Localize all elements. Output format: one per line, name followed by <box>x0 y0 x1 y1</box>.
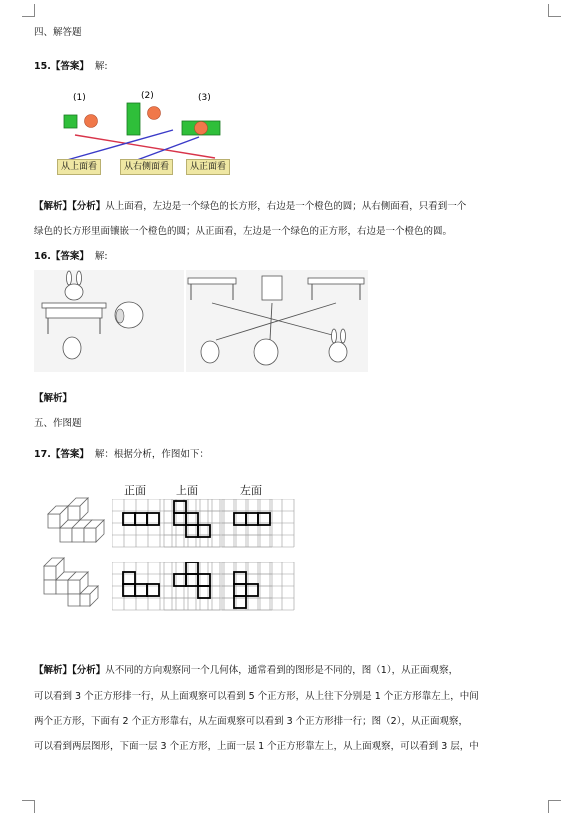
q15-green-rect-2 <box>127 103 140 135</box>
q15-orange-circle-2 <box>148 107 161 120</box>
q17-grid-row-2 <box>112 562 298 612</box>
q16-answer-lead: 解: <box>94 251 108 262</box>
q15-answer-tag: 【答案】 <box>50 61 89 72</box>
q17-analysis-text-1: 从不同的方向观察同一个几何体，通常看到的图形是不同的，图（1），从正面观察， <box>105 665 459 676</box>
q15-number: 15. <box>34 61 51 72</box>
q17-fenxi-tag: 【分析】 <box>72 665 106 676</box>
q15-label-top-view: 从上面看 <box>57 159 101 175</box>
q15-orange-circle-1 <box>85 115 98 128</box>
q17-solid-1 <box>44 494 106 546</box>
q15-analysis-line-2: 绿色的长方形里面镶嵌一个橙色的圆；从正面看，左边是一个绿色的正方形，右边是一个橙色的圆。 <box>34 226 453 237</box>
q16-rabbit-icon <box>65 284 83 300</box>
q17-analysis-line-3: 两个正方形，下面有 2 个正方形靠右，从左面观察可以看到 3 个正方形排一行；图（2），从正面观察， <box>34 716 468 727</box>
corner-mark-top-right <box>548 4 561 17</box>
q17-solid-2 <box>40 556 104 608</box>
q17-analysis-line-4: 可以看到两层图形，下面一层 3 个正方形，上面一层 1 个正方形靠左上，从上面观察，可以看到 3 层，中 <box>34 741 479 752</box>
q17-number: 17. <box>34 449 51 460</box>
q17-label-front: 正面 <box>124 484 146 497</box>
q16-view-table-front <box>308 278 364 284</box>
section-heading-5: 五、作图题 <box>34 418 82 429</box>
q17-solid-1-svg <box>44 494 106 546</box>
q15-answer-lead: 解: <box>94 61 108 72</box>
q16-connect-line-1 <box>212 303 336 336</box>
q17-label-left: 左面 <box>240 484 262 497</box>
q17-analysis-line-1 <box>34 662 458 676</box>
q16-rabbit-ear-right <box>77 271 82 285</box>
q15-analysis-text-1: 从上面看，左边是一个绿色的长方形，右边是一个橙色的圆；从右侧面看，只看到一个 <box>105 201 467 212</box>
q16-dog-ear <box>116 309 124 323</box>
q17-answer-lead: 解：根据分析，作图如下： <box>94 449 209 460</box>
q16-rabbit-ear-left <box>67 271 72 285</box>
q17-grid-1-svg <box>112 499 298 549</box>
q17-grid-2-svg <box>112 562 298 612</box>
q15-label-front-view: 从正面看 <box>186 159 230 175</box>
q16-chick-view-icon <box>201 341 219 363</box>
q16-header <box>34 248 108 262</box>
q16-right-illustration <box>186 270 368 372</box>
q16-table-top <box>42 303 106 308</box>
section-heading-4: 四、解答题 <box>34 27 82 38</box>
q15-fig-num-1: (1) <box>73 93 86 103</box>
q16-connect-line-2 <box>270 303 272 340</box>
corner-mark-top-left <box>22 4 35 17</box>
q16-table-drawer <box>46 308 102 318</box>
q15-blue-line-2 <box>137 137 199 160</box>
q16-analysis-tag: 【解析】 <box>34 393 73 404</box>
q16-right-svg <box>186 270 368 372</box>
q17-header <box>34 446 209 460</box>
q17-label-top: 上面 <box>176 484 198 497</box>
q16-answer-tag: 【答案】 <box>50 251 89 262</box>
q15-header <box>34 58 108 72</box>
corner-mark-bottom-left <box>22 800 35 813</box>
q16-view-table-side-left <box>188 278 236 284</box>
q16-rabbit-view-ear-right <box>341 329 346 343</box>
q15-fenxi-tag: 【分析】 <box>72 201 106 212</box>
q15-green-square-1 <box>64 115 77 128</box>
q15-analysis-tag: 【解析】 <box>34 201 73 212</box>
q15-analysis-line-1 <box>34 198 466 212</box>
q16-number: 16. <box>34 251 51 262</box>
q16-dog-view-icon <box>254 339 278 365</box>
q16-rabbit-view-ear-left <box>332 329 337 343</box>
q17-solid-2-svg <box>40 556 104 608</box>
q16-left-illustration <box>34 270 184 372</box>
q15-blue-line-1 <box>67 130 173 160</box>
q15-fig-num-3: (3) <box>198 93 211 103</box>
q17-grid-row-1 <box>112 499 298 549</box>
q16-chick-icon <box>63 337 81 359</box>
q17-analysis-tag: 【解析】 <box>34 665 73 676</box>
q17-analysis-line-2: 可以看到 3 个正方形排一行，从上面观察可以看到 5 个正方形，从上往下分别是 1 个正方形靠左上，中间 <box>34 691 479 702</box>
q16-left-svg <box>34 270 184 372</box>
q17-answer-tag: 【答案】 <box>50 449 89 460</box>
q15-label-right-view: 从右侧面看 <box>120 159 173 175</box>
corner-mark-bottom-right <box>548 800 561 813</box>
q15-figure <box>55 86 245 176</box>
q15-fig-num-2: (2) <box>141 91 154 101</box>
q15-orange-circle-3 <box>195 122 208 135</box>
q16-view-table-top <box>262 276 282 300</box>
q16-rabbit-view-icon <box>329 342 347 362</box>
